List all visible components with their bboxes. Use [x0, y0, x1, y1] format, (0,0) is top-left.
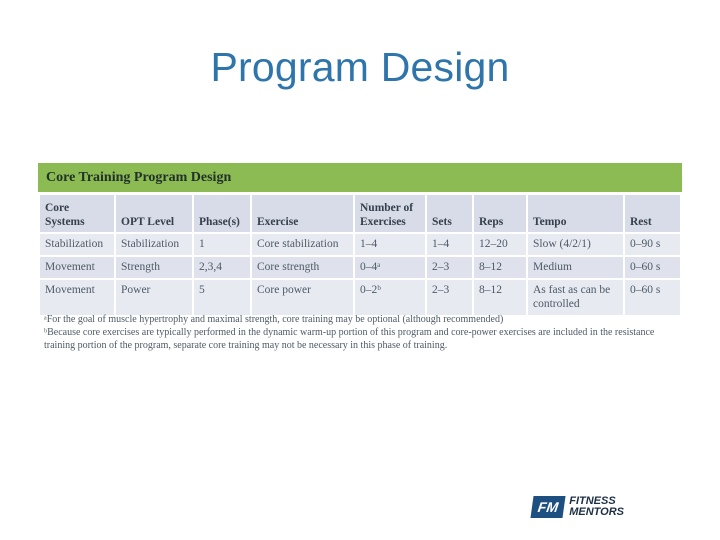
col-header-phases: Phase(s) — [194, 195, 250, 232]
cell: 8–12 — [474, 280, 526, 315]
col-header-rest: Rest — [625, 195, 680, 232]
cell: Movement — [40, 257, 114, 278]
col-header-reps: Reps — [474, 195, 526, 232]
program-design-table — [38, 163, 682, 317]
cell: Strength — [116, 257, 192, 278]
cell: 8–12 — [474, 257, 526, 278]
cell: Stabilization — [116, 234, 192, 255]
cell: Core strength — [252, 257, 353, 278]
cell: 0–90 s — [625, 234, 680, 255]
cell: 0–60 s — [625, 257, 680, 278]
col-header-tempo: Tempo — [528, 195, 623, 232]
cell: 5 — [194, 280, 250, 315]
logo-line-1: FITNESS — [569, 495, 616, 507]
footnote-b: ᵇBecause core exercises are typically performed in the dynamic warm-up portion of this program and core-power exercises are included in the resistance training portion of the program, separate core training may not be necessary in this phase of training. — [44, 327, 655, 351]
slide-title: Program Design — [210, 44, 510, 90]
table-row — [40, 234, 680, 255]
col-header-opt-level: OPT Level — [116, 195, 192, 232]
cell: Core power — [252, 280, 353, 315]
cell: Stabilization — [40, 234, 114, 255]
col-header-core-systems: Core Systems — [40, 195, 114, 232]
data-table — [38, 193, 682, 317]
logo-mark: FM — [530, 496, 565, 518]
cell: 2–3 — [427, 280, 472, 315]
cell: 0–4ᵃ — [355, 257, 425, 278]
cell: As fast as can be controlled — [528, 280, 623, 315]
cell: Movement — [40, 280, 114, 315]
col-header-sets: Sets — [427, 195, 472, 232]
logo-wordmark — [569, 496, 624, 518]
cell: Core stabilization — [252, 234, 353, 255]
footnote-a: ᵃFor the goal of muscle hypertrophy and maximal strength, core training may be optional (although recommended) — [44, 314, 504, 325]
col-header-exercise: Exercise — [252, 195, 353, 232]
cell: 2–3 — [427, 257, 472, 278]
logo-line-2: MENTORS — [569, 506, 625, 518]
cell: 0–2ᵇ — [355, 280, 425, 315]
table-title: Core Training Program Design — [38, 163, 682, 192]
cell: Medium — [528, 257, 623, 278]
cell: 0–60 s — [625, 280, 680, 315]
cell: 2,3,4 — [194, 257, 250, 278]
table-row — [40, 280, 680, 315]
header-row — [40, 195, 680, 232]
table-row — [40, 257, 680, 278]
cell: 1–4 — [427, 234, 472, 255]
cell: Power — [116, 280, 192, 315]
cell: Slow (4/2/1) — [528, 234, 623, 255]
table-footnotes — [44, 313, 684, 352]
fitness-mentors-logo — [532, 496, 624, 518]
cell: 1 — [194, 234, 250, 255]
cell: 12–20 — [474, 234, 526, 255]
col-header-number-of-exercises: Number of Exercises — [355, 195, 425, 232]
cell: 1–4 — [355, 234, 425, 255]
